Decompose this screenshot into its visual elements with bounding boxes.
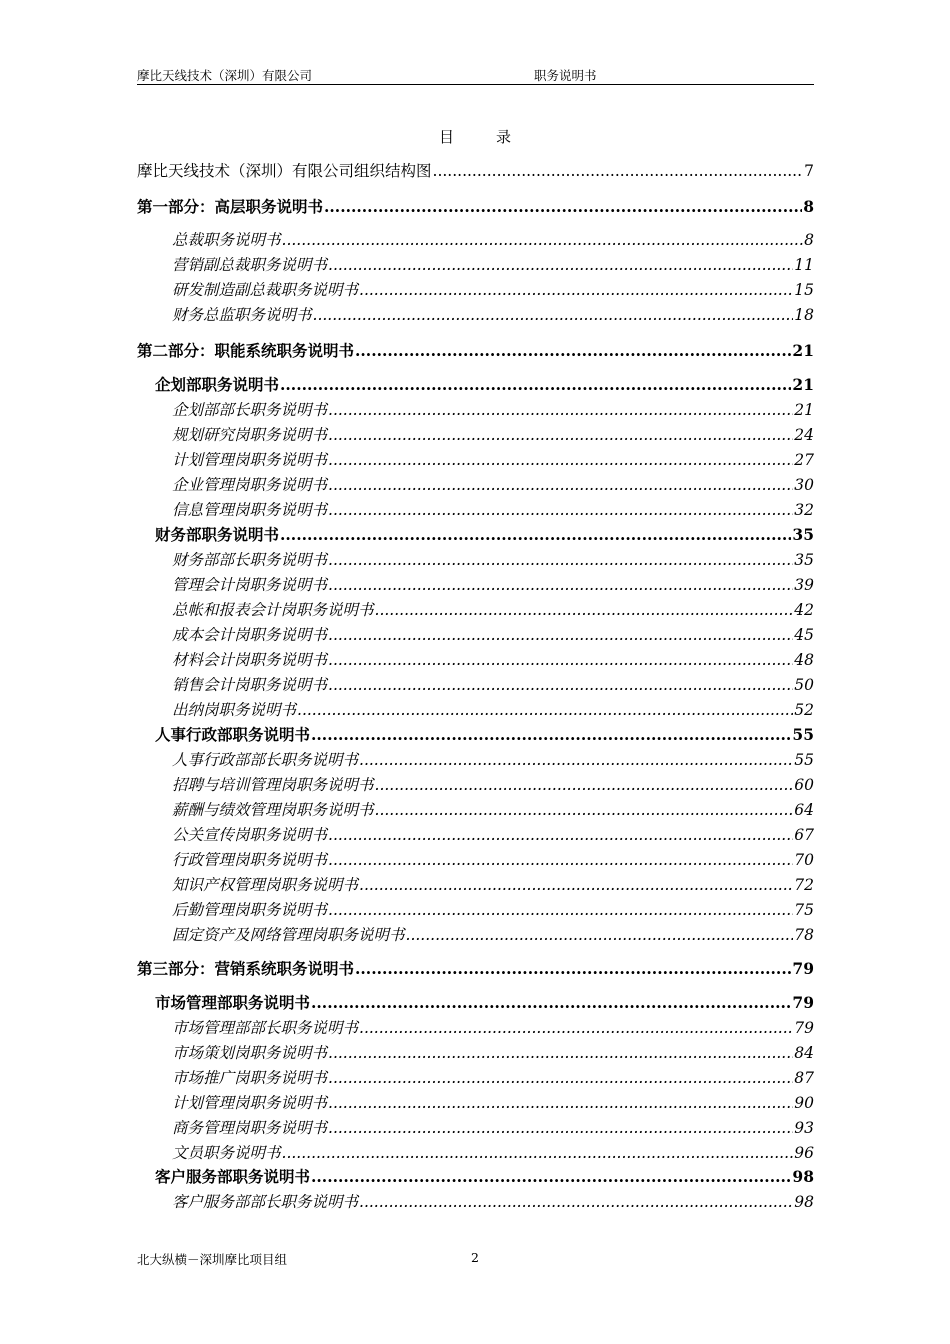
toc-entry-title: 公关宣传岗职务说明书 <box>172 826 328 844</box>
toc-entry-title: 财务部职务说明书 <box>155 525 280 544</box>
toc-title-char: 录 <box>496 128 512 146</box>
toc-entry-title: 营销副总裁职务说明书 <box>172 256 328 274</box>
toc-entry-title: 市场推广岗职务说明书 <box>172 1069 328 1087</box>
toc-title-char: 目 <box>438 128 454 146</box>
toc-entry[interactable] <box>172 549 814 571</box>
toc-entry-page: 90 <box>794 1094 814 1112</box>
toc-entry[interactable] <box>172 599 814 621</box>
toc-entry[interactable] <box>172 774 814 796</box>
dot-leader <box>328 824 793 846</box>
toc-entry-title: 后勤管理岗职务说明书 <box>172 901 328 919</box>
toc-entry-page: 42 <box>794 601 814 619</box>
dot-leader <box>328 424 793 446</box>
toc-entry-page: 30 <box>794 476 814 494</box>
toc-entry[interactable] <box>172 254 814 276</box>
toc-entry-page: 98 <box>794 1193 814 1211</box>
toc-entry-page: 55 <box>792 725 814 744</box>
toc-entry-title: 文员职务说明书 <box>172 1144 281 1162</box>
toc-entry[interactable] <box>172 649 814 671</box>
toc-entry-title: 总帐和报表会计岗职务说明书 <box>172 601 374 619</box>
header-doc-title: 职务说明书 <box>534 68 597 83</box>
dot-leader <box>282 1142 794 1164</box>
toc-entry-page: 8 <box>804 231 814 249</box>
dot-leader <box>328 674 793 696</box>
toc-entry-page: 21 <box>792 341 814 360</box>
dot-leader <box>324 196 802 218</box>
toc-entry-title: 计划管理岗职务说明书 <box>172 1094 328 1112</box>
toc-entry[interactable] <box>172 574 814 596</box>
toc-entry[interactable] <box>155 524 814 546</box>
dot-leader <box>328 574 793 596</box>
toc-entry-title: 市场管理部职务说明书 <box>155 993 311 1012</box>
dot-leader <box>280 524 791 546</box>
toc-entry-title: 企划部部长职务说明书 <box>172 401 328 419</box>
toc-entry[interactable] <box>155 724 814 746</box>
toc-entry-page: 52 <box>794 701 814 719</box>
dot-leader <box>328 499 793 521</box>
dot-leader <box>359 749 793 771</box>
toc-entry-title: 人事行政部职务说明书 <box>155 725 311 744</box>
toc-entry-page: 55 <box>794 751 814 769</box>
toc-entry-title: 第二部分：职能系统职务说明书 <box>137 341 355 360</box>
dot-leader <box>313 304 794 326</box>
dot-leader <box>328 254 793 276</box>
toc-entry[interactable] <box>172 399 814 421</box>
dot-leader <box>433 160 804 182</box>
dot-leader <box>375 799 794 821</box>
toc-entry[interactable] <box>172 1067 814 1089</box>
toc-entry[interactable] <box>172 279 814 301</box>
dot-leader <box>328 1117 793 1139</box>
toc-entry-page: 27 <box>794 451 814 469</box>
toc-entry-page: 96 <box>794 1144 814 1162</box>
toc-entry[interactable] <box>155 1166 814 1188</box>
toc-entry-page: 79 <box>792 959 814 978</box>
toc-entry-title: 材料会计岗职务说明书 <box>172 651 328 669</box>
toc-entry[interactable] <box>172 699 814 721</box>
dot-leader <box>375 599 794 621</box>
toc-entry-title: 成本会计岗职务说明书 <box>172 626 328 644</box>
toc-entry[interactable] <box>137 196 814 218</box>
toc-entry[interactable] <box>172 1117 814 1139</box>
dot-leader <box>297 699 793 721</box>
toc-entry-title: 客户服务部部长职务说明书 <box>172 1193 359 1211</box>
dot-leader <box>406 924 794 946</box>
dot-leader <box>328 1067 793 1089</box>
toc-entry-page: 48 <box>794 651 814 669</box>
toc-entry[interactable] <box>172 749 814 771</box>
dot-leader <box>359 874 793 896</box>
toc-entry-title: 企划部职务说明书 <box>155 375 280 394</box>
toc-entry-page: 87 <box>794 1069 814 1087</box>
dot-leader <box>311 1166 791 1188</box>
toc-entry[interactable] <box>155 992 814 1014</box>
footer-page-number: 2 <box>471 1250 479 1265</box>
toc-entry-title: 信息管理岗职务说明书 <box>172 501 328 519</box>
toc-entry[interactable] <box>172 229 814 251</box>
toc-entry[interactable] <box>172 849 814 871</box>
toc-entry[interactable] <box>172 874 814 896</box>
toc-entry-page: 64 <box>794 801 814 819</box>
page-header <box>137 66 814 85</box>
toc-entry[interactable] <box>172 449 814 471</box>
toc-entry-title: 第一部分：高层职务说明书 <box>137 197 324 216</box>
toc-entry-page: 75 <box>794 901 814 919</box>
toc-entry-page: 32 <box>794 501 814 519</box>
dot-leader <box>359 279 793 301</box>
toc-entry[interactable] <box>172 424 814 446</box>
toc-entry-title: 知识产权管理岗职务说明书 <box>172 876 359 894</box>
toc-entry-title: 财务总监职务说明书 <box>172 306 312 324</box>
dot-leader <box>311 724 791 746</box>
dot-leader <box>355 340 791 362</box>
toc-entry-page: 50 <box>794 676 814 694</box>
toc-entry-title: 销售会计岗职务说明书 <box>172 676 328 694</box>
toc-entry-page: 72 <box>794 876 814 894</box>
toc-entry-title: 总裁职务说明书 <box>172 231 281 249</box>
toc-entry-title: 研发制造副总裁职务说明书 <box>172 281 359 299</box>
toc-entry-page: 45 <box>794 626 814 644</box>
toc-entry-title: 人事行政部部长职务说明书 <box>172 751 359 769</box>
toc-entry[interactable] <box>172 674 814 696</box>
toc-entry-page: 93 <box>794 1119 814 1137</box>
toc-entry-page: 39 <box>794 576 814 594</box>
toc-entry-title: 市场策划岗职务说明书 <box>172 1044 328 1062</box>
toc-entry-title: 商务管理岗职务说明书 <box>172 1119 328 1137</box>
toc-title <box>0 126 950 147</box>
toc-entry-title: 薪酬与绩效管理岗职务说明书 <box>172 801 374 819</box>
dot-leader <box>282 229 804 251</box>
toc-entry-page: 18 <box>794 306 814 324</box>
dot-leader <box>328 649 793 671</box>
toc-entry-page: 60 <box>794 776 814 794</box>
toc-entry-title: 招聘与培训管理岗职务说明书 <box>172 776 374 794</box>
dot-leader <box>328 1042 793 1064</box>
toc-entry-title: 出纳岗职务说明书 <box>172 701 297 719</box>
toc-entry[interactable] <box>172 474 814 496</box>
toc-entry-page: 21 <box>792 375 814 394</box>
dot-leader <box>328 474 793 496</box>
dot-leader <box>328 624 793 646</box>
dot-leader <box>328 899 793 921</box>
dot-leader <box>280 374 791 396</box>
toc-entry-title: 企业管理岗职务说明书 <box>172 476 328 494</box>
toc-entry-title: 规划研究岗职务说明书 <box>172 426 328 444</box>
toc-entry[interactable] <box>137 160 814 182</box>
toc-entry-title: 财务部部长职务说明书 <box>172 551 328 569</box>
toc-entry-page: 78 <box>794 926 814 944</box>
toc-entry-title: 行政管理岗职务说明书 <box>172 851 328 869</box>
toc-entry[interactable] <box>172 924 814 946</box>
toc-entry[interactable] <box>172 1017 814 1039</box>
toc-entry-title: 摩比天线技术（深圳）有限公司组织结构图 <box>137 162 432 180</box>
toc-entry-page: 35 <box>794 551 814 569</box>
toc-entry-page: 79 <box>794 1019 814 1037</box>
toc-entry-title: 客户服务部职务说明书 <box>155 1167 311 1186</box>
toc-entry[interactable] <box>172 1092 814 1114</box>
dot-leader <box>375 774 794 796</box>
toc-entry-page: 7 <box>804 162 814 180</box>
toc-entry[interactable] <box>172 1191 814 1213</box>
toc-entry[interactable] <box>172 304 814 326</box>
toc-entry[interactable] <box>172 799 814 821</box>
toc-entry[interactable] <box>172 824 814 846</box>
dot-leader <box>359 1191 793 1213</box>
toc-entry[interactable] <box>172 899 814 921</box>
toc-entry-page: 98 <box>792 1167 814 1186</box>
toc-entry-page: 84 <box>794 1044 814 1062</box>
footer-project: 北大纵横－深圳摩比项目组 <box>137 1252 288 1267</box>
toc-entry[interactable] <box>137 958 814 980</box>
toc-entry[interactable] <box>172 1142 814 1164</box>
toc-entry[interactable] <box>172 624 814 646</box>
toc-entry-page: 21 <box>794 401 814 419</box>
dot-leader <box>328 849 793 871</box>
toc-entry-title: 管理会计岗职务说明书 <box>172 576 328 594</box>
toc-entry-title: 计划管理岗职务说明书 <box>172 451 328 469</box>
dot-leader <box>311 992 791 1014</box>
toc-entry[interactable] <box>155 374 814 396</box>
toc-entry-page: 8 <box>803 197 814 216</box>
dot-leader <box>328 549 793 571</box>
toc-entry[interactable] <box>172 1042 814 1064</box>
dot-leader <box>328 399 793 421</box>
toc-entry-page: 15 <box>794 281 814 299</box>
dot-leader <box>359 1017 793 1039</box>
toc-entry-page: 70 <box>794 851 814 869</box>
header-company: 摩比天线技术（深圳）有限公司 <box>137 68 313 83</box>
toc-entry[interactable] <box>172 499 814 521</box>
dot-leader <box>328 449 793 471</box>
toc-entry[interactable] <box>137 340 814 362</box>
toc-entry-page: 35 <box>792 525 814 544</box>
dot-leader <box>355 958 791 980</box>
toc-entry-page: 24 <box>794 426 814 444</box>
toc-entry-title: 固定资产及网络管理岗职务说明书 <box>172 926 405 944</box>
toc-entry-page: 67 <box>794 826 814 844</box>
toc-entry-page: 79 <box>792 993 814 1012</box>
toc-entry-title: 市场管理部部长职务说明书 <box>172 1019 359 1037</box>
toc-entry-page: 11 <box>794 256 814 274</box>
dot-leader <box>328 1092 793 1114</box>
toc-entry-title: 第三部分：营销系统职务说明书 <box>137 959 355 978</box>
